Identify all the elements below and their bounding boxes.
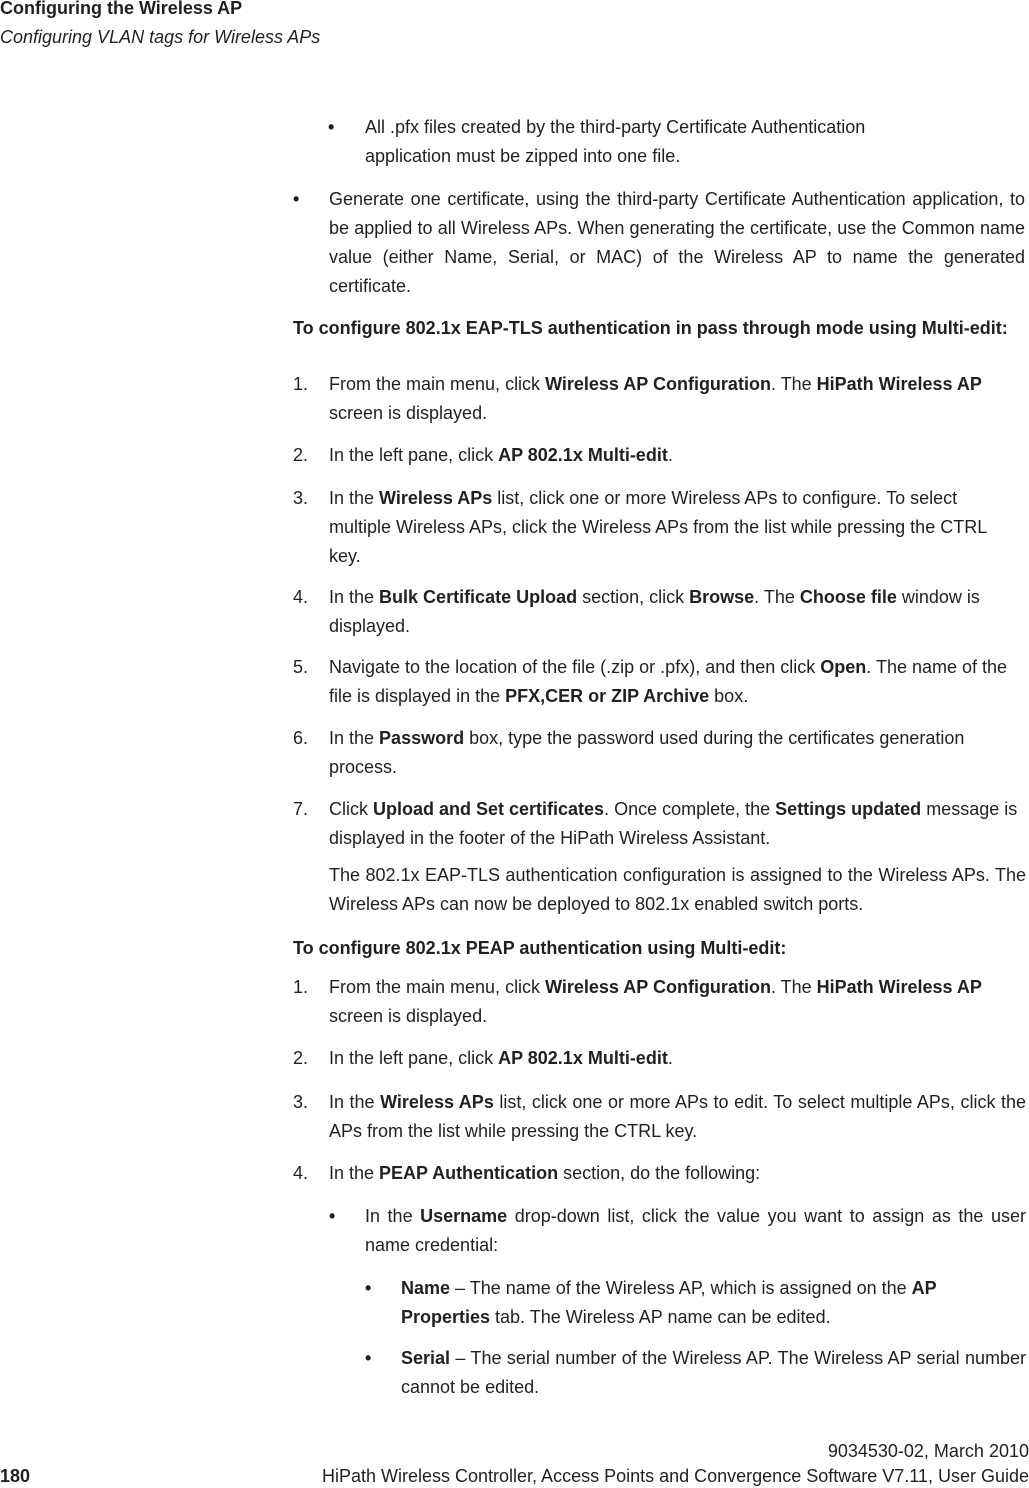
peap-serial-option	[401, 1344, 1026, 1402]
text-run: In the left pane, click	[329, 1048, 499, 1068]
ui-term: AP 802.1x Multi-edit	[498, 445, 668, 465]
peap-name-option	[401, 1274, 1026, 1332]
ui-term: Name	[401, 1278, 451, 1298]
step-number: 2.	[293, 1048, 309, 1068]
eap-step-4	[329, 583, 1019, 641]
step-number: 5.	[293, 657, 309, 677]
step-number: 6.	[293, 728, 309, 748]
eap-step-7	[329, 795, 1019, 853]
peap-step-1	[329, 973, 1019, 1031]
text-run: In the	[329, 488, 380, 508]
step-number: 2.	[293, 445, 309, 465]
step-number: 1.	[293, 977, 309, 997]
bullet-glyph: •	[365, 1278, 372, 1298]
text-run: list, click one or more APs to edit. To select multiple APs, click the APs from the list while pressing the CTRL key.	[329, 1092, 1026, 1141]
ui-term: Wireless APs	[380, 1092, 494, 1112]
ui-term: PEAP Authentication	[379, 1163, 559, 1183]
text-run: screen is displayed.	[329, 403, 488, 423]
text-run: . The	[754, 587, 800, 607]
footer-doc-code: 9034530-02, March 2010	[827, 1441, 1029, 1461]
ui-term: Serial	[401, 1348, 451, 1368]
bullet-glyph: •	[365, 1348, 372, 1368]
text-run: In the	[329, 728, 380, 748]
ui-term: Open	[820, 657, 867, 677]
footer-doc-title: HiPath Wireless Controller, Access Points and Convergence Software V7.11, User Guide	[321, 1466, 1029, 1486]
text-run: In the	[329, 587, 380, 607]
eap-step-3	[329, 484, 1019, 571]
ui-term: Browse	[689, 587, 755, 607]
bullet-glyph: •	[293, 189, 300, 209]
eap-step-5	[329, 653, 1019, 711]
step-number: 4.	[293, 587, 309, 607]
section-title: Configuring VLAN tags for Wireless APs	[0, 27, 321, 47]
peap-username-bullet	[365, 1202, 1026, 1260]
ui-term: AP 802.1x Multi-edit	[498, 1048, 668, 1068]
ui-term: HiPath Wireless AP	[816, 977, 982, 997]
text-run: Navigate to the location of the file (.zip or .pfx), and then click	[329, 657, 821, 677]
text-run: – The name of the Wireless AP, which is assigned on the	[450, 1278, 912, 1298]
text-run: section, click	[577, 587, 690, 607]
chapter-title: Configuring the Wireless AP	[0, 0, 243, 18]
step-number: 3.	[293, 1092, 309, 1112]
ui-term: PFX,CER or ZIP Archive	[505, 686, 710, 706]
text-run: In the	[329, 1092, 381, 1112]
ui-term: Choose file	[799, 587, 897, 607]
eap-step-1	[329, 370, 1019, 428]
text-run: box.	[709, 686, 749, 706]
step-number: 4.	[293, 1163, 309, 1183]
ui-term: Wireless APs	[379, 488, 493, 508]
text-run: list, click one or more Wireless APs to configure. To select multiple Wireless APs, click the Wireless APs from the list while pressing the CTRL key.	[329, 488, 987, 566]
text-run: . Once complete, the	[604, 799, 776, 819]
text-run: From the main menu, click	[329, 374, 546, 394]
ui-term: Upload and Set certificates	[373, 799, 605, 819]
peap-heading: To configure 802.1x PEAP authentication using Multi-edit:	[293, 938, 787, 958]
ui-term: AP Properties	[401, 1278, 937, 1327]
text-run: In the left pane, click	[329, 445, 499, 465]
eap-result-note: The 802.1x EAP-TLS authentication configuration is assigned to the Wireless APs. The Wireless APs can now be deployed to 802.1x enabled switch ports.	[329, 865, 1026, 914]
text-run: In the	[329, 1163, 380, 1183]
peap-step-2	[329, 1044, 1019, 1073]
text-run: message is displayed in the footer of the HiPath Wireless Assistant.	[329, 799, 1018, 848]
text-run: . The	[770, 977, 817, 997]
footer-page-number: 180	[0, 1466, 31, 1486]
step-number: 1.	[293, 374, 309, 394]
text-run: .	[667, 445, 673, 465]
text-run: . The name of the file is displayed in the	[329, 657, 1008, 706]
intro-bullet-2: Generate one certificate, using the third-party Certificate Authentication application, to be applied to all Wireless APs. When generating the certificate, use the Common name value (either Name, Serial, or MAC) of the Wireless AP to name the generated certificate.	[329, 189, 1025, 296]
eap-tls-heading: To configure 802.1x EAP-TLS authentication in pass through mode using Multi-edit:	[293, 318, 1008, 338]
bullet-glyph: •	[329, 1206, 336, 1226]
ui-term: Bulk Certificate Upload	[379, 587, 578, 607]
text-run: In the	[365, 1206, 421, 1226]
ui-term: Wireless AP Configuration	[545, 977, 771, 997]
peap-step-3	[329, 1088, 1026, 1146]
text-run: Click	[329, 799, 373, 819]
ui-term: Username	[420, 1206, 508, 1226]
eap-step-6	[329, 724, 1019, 782]
text-run: drop-down list, click the value you want to assign as the user name credential:	[365, 1206, 1026, 1255]
text-run: tab. The Wireless AP name can be edited.	[490, 1307, 831, 1327]
text-run: – The serial number of the Wireless AP. The Wireless AP serial number cannot be edited.	[401, 1348, 1026, 1397]
text-run: window is displayed.	[329, 587, 980, 636]
ui-term: Password	[379, 728, 465, 748]
eap-step-2	[329, 441, 1019, 470]
ui-term: Settings updated	[775, 799, 922, 819]
step-number: 7.	[293, 799, 309, 819]
bullet-glyph: •	[328, 117, 335, 137]
text-run: .	[667, 1048, 673, 1068]
text-run: section, do the following:	[558, 1163, 761, 1183]
text-run: screen is displayed.	[329, 1006, 488, 1026]
peap-step-4	[329, 1159, 1019, 1188]
text-run: . The	[770, 374, 817, 394]
ui-term: HiPath Wireless AP	[816, 374, 982, 394]
intro-bullet-1: All .pfx files created by the third-party Certificate Authentication application must be zipped into one file.	[365, 117, 866, 166]
text-run: From the main menu, click	[329, 977, 546, 997]
text-run: box, type the password used during the certificates generation process.	[329, 728, 965, 777]
ui-term: Wireless AP Configuration	[545, 374, 771, 394]
step-number: 3.	[293, 488, 309, 508]
